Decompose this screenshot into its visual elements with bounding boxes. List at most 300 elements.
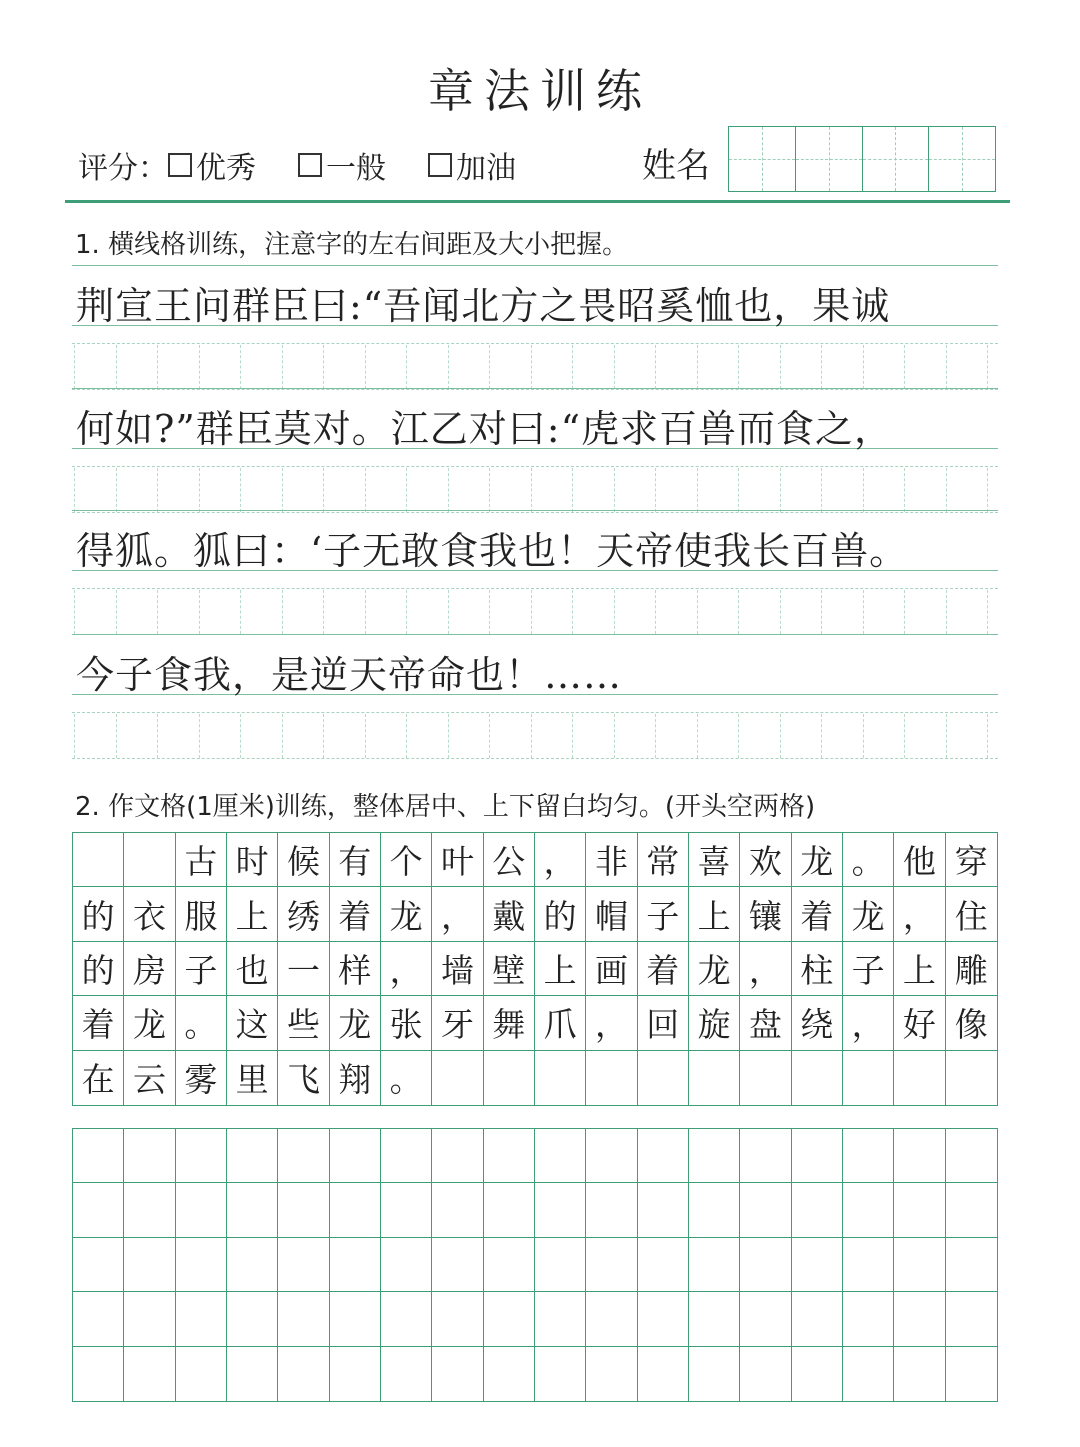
practice-cell[interactable]: [689, 1183, 740, 1236]
practice-divider: [531, 468, 532, 512]
practice-divider: [904, 468, 905, 512]
practice-cell[interactable]: [330, 1292, 381, 1345]
essay-grid-practice[interactable]: [72, 1128, 998, 1402]
grid-cell: [124, 833, 175, 886]
name-label: 姓名: [642, 146, 710, 186]
checkbox-excellent[interactable]: [168, 153, 192, 177]
practice-divider: [780, 590, 781, 634]
grid-cell: 。: [381, 1051, 432, 1105]
practice-cell[interactable]: [535, 1238, 586, 1291]
grid-cell: 的: [73, 942, 124, 995]
practice-cell[interactable]: [227, 1129, 278, 1182]
practice-divider: [323, 468, 324, 512]
grid-cell: [638, 1051, 689, 1105]
practice-divider: [780, 345, 781, 389]
grid-cell: 柱: [792, 942, 843, 995]
option-keep-going[interactable]: [428, 143, 516, 187]
grid-row: [73, 1292, 997, 1346]
practice-line: [72, 588, 998, 589]
grid-cell: ，: [535, 833, 586, 886]
practice-divider: [323, 590, 324, 634]
grid-cell: 个: [381, 833, 432, 886]
grid-cell: 有: [330, 833, 381, 886]
practice-divider: [74, 345, 75, 389]
grid-cell: 他: [894, 833, 945, 886]
grid-cell: 。: [843, 833, 894, 886]
section1-instruction: 1. 横线格训练，注意字的左右间距及大小把握。: [75, 230, 629, 260]
practice-divider: [572, 714, 573, 758]
practice-cell[interactable]: [432, 1292, 483, 1345]
practice-divider: [904, 345, 905, 389]
practice-divider: [531, 590, 532, 634]
practice-cell[interactable]: [484, 1183, 535, 1236]
practice-divider: [946, 590, 947, 634]
grid-cell: 壁: [484, 942, 535, 995]
grid-cell: 子: [843, 942, 894, 995]
practice-cell[interactable]: [740, 1183, 791, 1236]
practice-cell[interactable]: [792, 1292, 843, 1345]
grid-cell: 的: [535, 887, 586, 940]
grid-cell: 回: [638, 996, 689, 1049]
practice-cell[interactable]: [484, 1129, 535, 1182]
practice-divider: [697, 590, 698, 634]
practice-divider: [406, 590, 407, 634]
practice-cell[interactable]: [740, 1347, 791, 1401]
practice-cell[interactable]: [330, 1129, 381, 1182]
practice-cell[interactable]: [176, 1129, 227, 1182]
practice-line[interactable]: [72, 758, 998, 759]
practice-divider: [74, 468, 75, 512]
practice-divider: [116, 468, 117, 512]
practice-line: [72, 343, 998, 344]
practice-divider: [157, 590, 158, 634]
practice-cell[interactable]: [484, 1238, 535, 1291]
practice-divider: [531, 345, 532, 389]
practice-cell[interactable]: [792, 1238, 843, 1291]
practice-divider: [365, 714, 366, 758]
grid-row: [73, 887, 997, 941]
practice-divider: [406, 345, 407, 389]
sample-text-line: 今子食我，是逆天帝命也！……: [76, 653, 623, 697]
practice-divider: [697, 468, 698, 512]
ruled-line: [72, 265, 998, 266]
grid-cell: 喜: [689, 833, 740, 886]
practice-divider: [572, 345, 573, 389]
practice-divider: [199, 714, 200, 758]
practice-cell[interactable]: [176, 1238, 227, 1291]
practice-cell[interactable]: [586, 1347, 637, 1401]
practice-divider: [904, 590, 905, 634]
practice-divider: [199, 590, 200, 634]
practice-cell[interactable]: [638, 1238, 689, 1291]
practice-divider: [282, 468, 283, 512]
practice-divider: [282, 590, 283, 634]
checkbox-average[interactable]: [298, 153, 322, 177]
practice-cell[interactable]: [894, 1238, 945, 1291]
grid-cell: 房: [124, 942, 175, 995]
practice-cell[interactable]: [73, 1129, 124, 1182]
practice-divider: [240, 714, 241, 758]
practice-divider: [946, 345, 947, 389]
practice-cell[interactable]: [638, 1183, 689, 1236]
grid-cell: [946, 1051, 997, 1105]
practice-divider: [74, 590, 75, 634]
practice-divider: [697, 714, 698, 758]
practice-cell[interactable]: [740, 1292, 791, 1345]
practice-divider: [282, 345, 283, 389]
page-title: 章法训练: [428, 64, 652, 118]
name-input-grid[interactable]: [728, 126, 996, 192]
grid-cell: ，: [381, 942, 432, 995]
practice-divider: [157, 468, 158, 512]
grid-cell: [586, 1051, 637, 1105]
grid-cell: 着: [792, 887, 843, 940]
practice-divider: [863, 714, 864, 758]
practice-cell[interactable]: [843, 1183, 894, 1236]
practice-cell[interactable]: [124, 1129, 175, 1182]
grid-cell: 里: [227, 1051, 278, 1105]
practice-divider: [448, 468, 449, 512]
grid-cell: 飞: [278, 1051, 329, 1105]
grid-cell: 着: [73, 996, 124, 1049]
practice-cell[interactable]: [73, 1183, 124, 1236]
ruled-line: [72, 510, 998, 511]
option-label: 加油: [456, 151, 516, 186]
grid-cell: 牙: [432, 996, 483, 1049]
practice-cell[interactable]: [330, 1347, 381, 1401]
practice-cell[interactable]: [176, 1183, 227, 1236]
grid-cell: 镶: [740, 887, 791, 940]
practice-divider: [946, 714, 947, 758]
practice-divider: [323, 714, 324, 758]
grid-row: [73, 833, 997, 887]
practice-divider: [987, 590, 988, 634]
grid-row: [73, 1238, 997, 1292]
practice-cell[interactable]: [894, 1129, 945, 1182]
grid-cell: 也: [227, 942, 278, 995]
name-cell[interactable]: [863, 127, 930, 191]
grid-cell: 一: [278, 942, 329, 995]
practice-cell[interactable]: [227, 1238, 278, 1291]
practice-cell[interactable]: [73, 1292, 124, 1345]
grid-cell: 上: [227, 887, 278, 940]
practice-divider: [904, 714, 905, 758]
ruled-line: [72, 634, 998, 635]
practice-cell[interactable]: [586, 1292, 637, 1345]
practice-divider: [323, 345, 324, 389]
practice-divider: [199, 345, 200, 389]
practice-cell[interactable]: [278, 1292, 329, 1345]
grid-cell: ，: [843, 996, 894, 1049]
grid-cell: 些: [278, 996, 329, 1049]
grid-cell: ，: [894, 887, 945, 940]
practice-divider: [157, 345, 158, 389]
grid-cell: 旋: [689, 996, 740, 1049]
practice-cell[interactable]: [227, 1292, 278, 1345]
practice-divider: [199, 468, 200, 512]
practice-cell[interactable]: [381, 1183, 432, 1236]
option-excellent[interactable]: [168, 143, 256, 187]
grid-cell: 欢: [740, 833, 791, 886]
grid-row: [73, 1347, 997, 1401]
sample-text-line: 何如?”群臣莫对。江乙对曰:“虎求百兽而食之，: [76, 407, 894, 451]
practice-cell[interactable]: [946, 1129, 997, 1182]
practice-cell[interactable]: [638, 1129, 689, 1182]
practice-cell[interactable]: [73, 1238, 124, 1291]
practice-line[interactable]: [72, 512, 998, 513]
practice-divider: [614, 590, 615, 634]
practice-divider: [738, 345, 739, 389]
practice-cell[interactable]: [792, 1129, 843, 1182]
practice-cell[interactable]: [176, 1292, 227, 1345]
grid-cell: 翔: [330, 1051, 381, 1105]
name-cell[interactable]: [929, 127, 995, 191]
practice-cell[interactable]: [689, 1129, 740, 1182]
practice-divider: [863, 345, 864, 389]
practice-cell[interactable]: [124, 1347, 175, 1401]
grid-cell: 龙: [124, 996, 175, 1049]
practice-divider: [655, 468, 656, 512]
grid-cell: 叶: [432, 833, 483, 886]
practice-divider: [821, 468, 822, 512]
practice-cell[interactable]: [946, 1238, 997, 1291]
practice-cell[interactable]: [638, 1292, 689, 1345]
grid-cell: 住: [954, 896, 988, 936]
practice-divider: [987, 345, 988, 389]
practice-cell[interactable]: [740, 1238, 791, 1291]
practice-divider: [738, 714, 739, 758]
practice-cell[interactable]: [946, 1183, 997, 1236]
practice-cell[interactable]: [432, 1347, 483, 1401]
practice-divider: [116, 714, 117, 758]
grid-cell: 衣: [124, 887, 175, 940]
grid-cell: [689, 1051, 740, 1105]
grid-cell: ，: [586, 996, 637, 1049]
practice-divider: [531, 714, 532, 758]
header-divider: [65, 200, 1010, 203]
practice-line: [72, 466, 998, 467]
option-label: 一般: [326, 151, 386, 186]
practice-divider: [572, 590, 573, 634]
practice-cell[interactable]: [432, 1183, 483, 1236]
practice-cell[interactable]: [894, 1183, 945, 1236]
option-average[interactable]: [298, 143, 386, 187]
grid-cell: [484, 1051, 535, 1105]
practice-cell[interactable]: [278, 1129, 329, 1182]
grid-cell: 公: [484, 833, 535, 886]
practice-cell[interactable]: [381, 1347, 432, 1401]
practice-cell[interactable]: [689, 1292, 740, 1345]
option-label: 优秀: [196, 151, 256, 186]
grid-row: [73, 1183, 997, 1237]
practice-cell[interactable]: [586, 1129, 637, 1182]
practice-cell[interactable]: [689, 1238, 740, 1291]
grid-cell: 子: [638, 887, 689, 940]
grid-cell: 龙: [792, 833, 843, 886]
practice-divider: [697, 345, 698, 389]
practice-line: [72, 712, 998, 713]
grid-cell: 在: [73, 1051, 124, 1105]
practice-cell[interactable]: [740, 1129, 791, 1182]
grid-cell: 着: [330, 887, 381, 940]
practice-cell[interactable]: [124, 1292, 175, 1345]
essay-grid-example: [72, 832, 998, 1106]
grid-cell: 上: [689, 887, 740, 940]
grid-cell: 古: [176, 833, 227, 886]
grid-cell: 龙: [689, 942, 740, 995]
practice-cell[interactable]: [946, 1347, 997, 1401]
practice-cell[interactable]: [638, 1347, 689, 1401]
practice-cell[interactable]: [227, 1183, 278, 1236]
practice-cell[interactable]: [432, 1238, 483, 1291]
practice-divider: [489, 468, 490, 512]
grid-cell: 子: [176, 942, 227, 995]
practice-divider: [365, 345, 366, 389]
practice-divider: [116, 345, 117, 389]
sample-text-line: 荆宣王问群臣曰:“吾闻北方之畏昭奚恤也，果诚: [76, 284, 891, 328]
practice-cell[interactable]: [278, 1238, 329, 1291]
practice-cell[interactable]: [381, 1238, 432, 1291]
practice-divider: [240, 590, 241, 634]
practice-cell[interactable]: [73, 1347, 124, 1401]
practice-divider: [780, 468, 781, 512]
grid-row: [73, 942, 997, 996]
grid-cell: 雾: [176, 1051, 227, 1105]
practice-divider: [74, 714, 75, 758]
grid-cell: 绕: [792, 996, 843, 1049]
practice-divider: [987, 714, 988, 758]
grid-cell: 的: [73, 887, 124, 940]
practice-divider: [655, 714, 656, 758]
practice-cell[interactable]: [843, 1129, 894, 1182]
grid-cell: 候: [278, 833, 329, 886]
grid-cell: ，: [740, 942, 791, 995]
practice-divider: [614, 345, 615, 389]
practice-divider: [946, 468, 947, 512]
grid-cell: 画: [586, 942, 637, 995]
practice-cell[interactable]: [535, 1129, 586, 1182]
practice-cell[interactable]: [792, 1347, 843, 1401]
practice-divider: [489, 590, 490, 634]
practice-cell[interactable]: [227, 1347, 278, 1401]
practice-divider: [655, 590, 656, 634]
practice-cell[interactable]: [484, 1347, 535, 1401]
ruled-line: [72, 388, 998, 389]
practice-cell[interactable]: [176, 1347, 227, 1401]
practice-divider: [157, 714, 158, 758]
practice-cell[interactable]: [894, 1292, 945, 1345]
grid-cell: 好: [894, 996, 945, 1049]
practice-divider: [987, 468, 988, 512]
practice-divider: [116, 590, 117, 634]
practice-divider: [863, 590, 864, 634]
practice-cell[interactable]: [432, 1129, 483, 1182]
grid-cell: 常: [638, 833, 689, 886]
practice-cell[interactable]: [124, 1238, 175, 1291]
score-row: [78, 140, 558, 190]
grid-cell: 绣: [278, 887, 329, 940]
grid-row: [73, 1129, 997, 1183]
practice-cell[interactable]: [381, 1292, 432, 1345]
practice-cell[interactable]: [586, 1183, 637, 1236]
grid-cell: 张: [381, 996, 432, 1049]
section2-instruction: 2. 作文格(1厘米)训练，整体居中、上下留白均匀。(开头空两格): [75, 792, 816, 822]
practice-divider: [821, 590, 822, 634]
grid-cell: 上: [535, 942, 586, 995]
grid-cell: 这: [227, 996, 278, 1049]
practice-divider: [614, 714, 615, 758]
practice-divider: [240, 468, 241, 512]
practice-cell[interactable]: [278, 1183, 329, 1236]
practice-cell[interactable]: [843, 1238, 894, 1291]
grid-cell: [894, 1051, 945, 1105]
practice-divider: [489, 714, 490, 758]
grid-cell: ，: [432, 887, 483, 940]
practice-divider: [821, 714, 822, 758]
grid-cell: [432, 1051, 483, 1105]
grid-cell: 穿: [954, 842, 988, 882]
practice-cell[interactable]: [278, 1347, 329, 1401]
practice-divider: [240, 345, 241, 389]
practice-divider: [406, 714, 407, 758]
practice-cell[interactable]: [330, 1238, 381, 1291]
practice-cell[interactable]: [689, 1347, 740, 1401]
practice-divider: [614, 468, 615, 512]
grid-cell: 上: [894, 942, 945, 995]
practice-divider: [738, 590, 739, 634]
practice-divider: [655, 345, 656, 389]
grid-cell: 舞: [484, 996, 535, 1049]
grid-cell: [73, 833, 124, 886]
practice-cell[interactable]: [792, 1183, 843, 1236]
practice-cell[interactable]: [330, 1183, 381, 1236]
practice-cell[interactable]: [535, 1347, 586, 1401]
practice-divider: [365, 590, 366, 634]
practice-cell[interactable]: [535, 1183, 586, 1236]
grid-row: [73, 996, 997, 1050]
practice-divider: [572, 468, 573, 512]
grid-cell: [843, 1051, 894, 1105]
grid-cell: [740, 1051, 791, 1105]
grid-cell: 非: [586, 833, 637, 886]
practice-cell[interactable]: [381, 1129, 432, 1182]
practice-cell[interactable]: [586, 1238, 637, 1291]
practice-divider: [448, 345, 449, 389]
grid-cell: 戴: [484, 887, 535, 940]
practice-divider: [406, 468, 407, 512]
practice-cell[interactable]: [124, 1183, 175, 1236]
practice-cell[interactable]: [535, 1292, 586, 1345]
checkbox-keep-going[interactable]: [428, 153, 452, 177]
grid-cell: 龙: [381, 887, 432, 940]
grid-cell: [535, 1051, 586, 1105]
practice-cell[interactable]: [843, 1347, 894, 1401]
grid-cell: 像: [954, 1005, 988, 1045]
grid-cell: 云: [124, 1051, 175, 1105]
practice-divider: [780, 714, 781, 758]
practice-cell[interactable]: [894, 1347, 945, 1401]
practice-cell[interactable]: [946, 1292, 997, 1345]
practice-cell[interactable]: [843, 1292, 894, 1345]
practice-line[interactable]: [72, 389, 998, 390]
name-cell[interactable]: [729, 127, 796, 191]
sample-text-line: 得狐。狐曰：‘子无敢食我也！天帝使我长百兽。: [76, 529, 909, 573]
practice-cell[interactable]: [484, 1292, 535, 1345]
name-cell[interactable]: [796, 127, 863, 191]
grid-cell: 样: [330, 942, 381, 995]
grid-cell: 时: [227, 833, 278, 886]
practice-divider: [738, 468, 739, 512]
